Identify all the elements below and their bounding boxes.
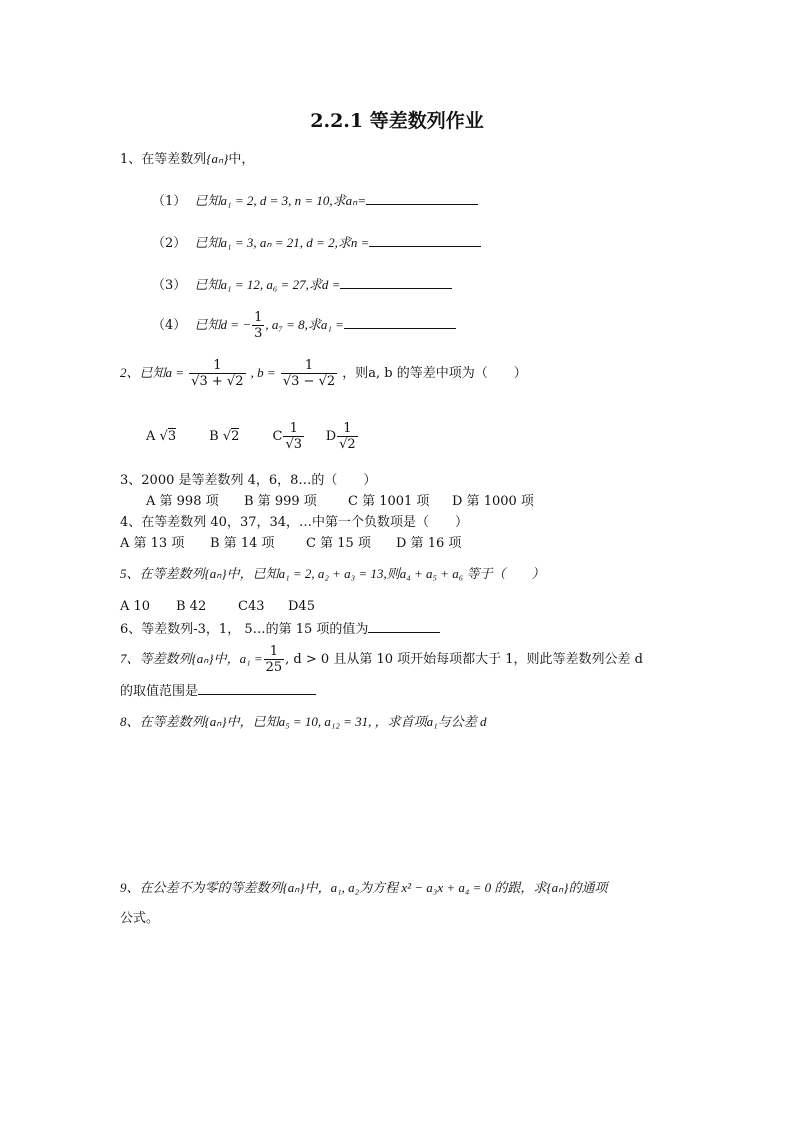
fraction: $\frac{1}{25}$ bbox=[265, 644, 283, 675]
page-title: 2.2.1 等差数列作业 bbox=[310, 110, 484, 132]
fraction: $\frac{1}{√3 + √2}$ bbox=[191, 358, 244, 389]
option-a[interactable]: A 第 998 项 bbox=[146, 494, 219, 509]
question-1-item-3: （3） 已知a₁ = 12, a₆ = 27,求d = bbox=[152, 276, 452, 295]
question-8: 8、在等差数列{aₙ}中，已知a₅ = 10, a₁₂ = 31, ，求首项a₁与公差 d bbox=[120, 714, 487, 729]
answer-blank[interactable] bbox=[198, 682, 316, 695]
option-d[interactable]: D45 bbox=[288, 599, 315, 614]
option-c[interactable]: C 第 1001 项 bbox=[348, 494, 430, 509]
question-2-options bbox=[146, 420, 359, 454]
option-b[interactable]: B √2 bbox=[209, 429, 240, 444]
question-3: 3、2000 是等差数列 4，6，8…的（ ） bbox=[120, 473, 377, 488]
option-c[interactable]: C $\frac{1}{√3}$ bbox=[272, 421, 303, 452]
option-a[interactable]: A 第 13 项 bbox=[120, 536, 185, 551]
fraction: $\frac{1}{√3 - √2}$ bbox=[282, 358, 336, 389]
option-b[interactable]: B 42 bbox=[176, 599, 207, 614]
question-9: 9、在公差不为零的等差数列{aₙ}中，a₁, a₂为方程 x² − a₃x + a₄ = 0 的跟，求{aₙ}的通项 bbox=[120, 880, 608, 895]
option-b[interactable]: B 第 14 项 bbox=[210, 536, 275, 551]
question-1-item-4: （4） 已知d = − $\frac{1}{3}$ , a₇ = 8,求a₁ = bbox=[152, 308, 456, 343]
answer-blank[interactable] bbox=[369, 234, 481, 247]
question-9-line-2: 公式。 bbox=[120, 911, 160, 926]
question-3-options bbox=[146, 493, 534, 511]
option-a[interactable]: A 10 bbox=[120, 599, 151, 614]
option-a[interactable]: A √3 bbox=[146, 429, 177, 444]
question-7-line-2: 的取值范围是 bbox=[120, 682, 316, 701]
answer-blank[interactable] bbox=[340, 276, 452, 289]
fraction: $\frac{1}{3}$ bbox=[254, 310, 263, 341]
question-4-options bbox=[120, 535, 461, 553]
question-4: 4、在等差数列 40，37，34，…中第一个负数项是（ ） bbox=[120, 515, 469, 530]
option-d[interactable]: D 第 16 项 bbox=[396, 536, 462, 551]
option-d[interactable]: D 第 1000 项 bbox=[452, 494, 534, 509]
question-6: 6、等差数列-3，1， 5…的第 15 项的值为 bbox=[120, 620, 440, 639]
question-1-intro: 1、在等差数列{aₙ}中， bbox=[120, 151, 255, 167]
answer-blank[interactable] bbox=[368, 620, 440, 633]
question-5-options bbox=[120, 598, 315, 616]
question-2: 2、已知a = $\frac{1}{√3 + √2}$ , b = $\frac{1}{√3 - √2}$ ，则a, b 的等差中项为（ ） bbox=[120, 358, 527, 389]
answer-blank[interactable] bbox=[344, 316, 456, 329]
option-c[interactable]: C43 bbox=[238, 599, 265, 614]
option-c[interactable]: C 第 15 项 bbox=[306, 536, 371, 551]
question-7: 7、等差数列{aₙ}中，a₁ = $\frac{1}{25}$ , d > 0 且从第 10 项开始每项都大于 1，则此等差数列公差 d bbox=[120, 644, 643, 675]
option-d[interactable]: D $\frac{1}{√2}$ bbox=[325, 421, 356, 452]
question-1-item-1: （1） 已知a₁ = 2, d = 3, n = 10,求aₙ= bbox=[152, 192, 478, 211]
question-1-item-2: （2） 已知a₁ = 3, aₙ = 21, d = 2,求n = bbox=[152, 234, 481, 253]
option-b[interactable]: B 第 999 项 bbox=[244, 494, 317, 509]
answer-blank[interactable] bbox=[366, 192, 478, 205]
question-5: 5、在等差数列{aₙ}中，已知a₁ = 2, a₂ + a₃ = 13,则a₄ + a₅ + a₆ 等于（ ） bbox=[120, 566, 545, 581]
